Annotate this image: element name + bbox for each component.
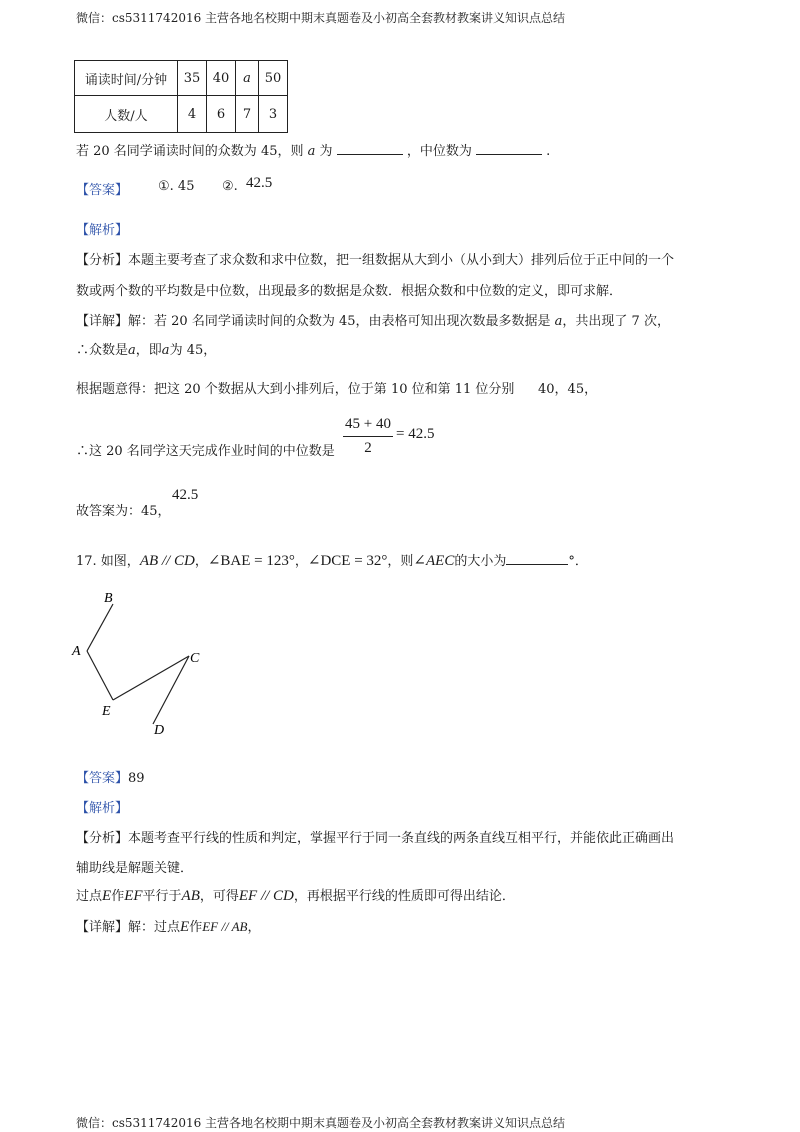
table-cell: 40 (207, 61, 236, 96)
table-cell: 6 (207, 96, 236, 133)
table-row (75, 96, 288, 133)
sort-line: 根据题意得：把这 20 个数据从大到小排列后，位于第 10 位和第 11 位分别 (76, 382, 515, 397)
fenxi-line-2: 辅助线是解题关键． (76, 861, 194, 876)
fenxi-line-1 (76, 827, 674, 846)
parallel-relation: EF // CD (238, 888, 294, 904)
variable-a: a (128, 343, 136, 358)
xiangjie-line (76, 916, 261, 936)
given-angle-dce: ∠DCE = 32° (307, 553, 388, 569)
point-label-d: D (154, 723, 165, 738)
point-label-e: E (102, 704, 111, 719)
given-angle-bae: ∠BAE = 123° (207, 553, 295, 569)
stem-text: 的大小为 (454, 554, 507, 569)
xiangjie-line-1 (76, 310, 670, 329)
question-number: 17. 如图， (76, 554, 140, 569)
sort-values: 40，45， (538, 382, 598, 397)
stem-text: ， (294, 554, 308, 569)
aux-text: 平行于 (142, 889, 182, 904)
answer-blank (506, 564, 568, 565)
table-cell: 4 (178, 96, 207, 133)
aux-text: 作 (111, 889, 125, 904)
fenxi-line-2: 数或两个数的平均数是中位数，出现最多的数据是众数．根据众数和中位数的定义，即可求解． (76, 284, 623, 299)
stem-text: . (546, 144, 551, 159)
table-cell: a (236, 61, 259, 96)
point-label-b: B (104, 591, 113, 606)
answer-value: 89 (128, 771, 145, 786)
aux-line (76, 885, 515, 905)
math-text: 为 45， (169, 343, 217, 358)
answer-tag: 【答案】 (76, 771, 129, 786)
fraction-denominator: 2 (364, 440, 372, 456)
stem-text: ， (194, 554, 208, 569)
xiangjie-text: 作 (189, 920, 203, 935)
analysis-tag: 【解析】 (76, 223, 129, 238)
aux-text: 过点 (76, 889, 103, 904)
table-cell: 3 (259, 96, 288, 133)
xiangjie-tag: 【详解】 (76, 920, 129, 935)
page-header: 微信：cs5311742016 主营各地名校期中期末真题卷及小初高全套教材教案讲义知识点总结 (76, 11, 566, 25)
answer-2-label: ②. (222, 179, 238, 194)
answer-blank (337, 154, 403, 155)
question-17-stem (76, 550, 588, 570)
line-ef: EF (124, 888, 143, 904)
table-cell: 人数/人 (75, 96, 178, 133)
page-footer: 微信：cs5311742016 主营各地名校期中期末真题卷及小初高全套教材教案讲义知识点总结 (76, 1116, 566, 1130)
asked-angle: ∠AEC (413, 553, 455, 569)
fenxi-text: 本题考查平行线的性质和判定，掌握平行于同一条直线的两条直线互相平行，并能依此正确画出 (128, 831, 675, 846)
math-text: ，即 (135, 343, 162, 358)
fraction-numerator: 45 + 40 (345, 416, 391, 432)
fenxi-text: 本题主要考查了求众数和求中位数，把一组数据从大到小（从小到大）排列后位于正中间的一个 (128, 253, 675, 268)
fenxi-tag: 【分析】 (76, 831, 129, 846)
xiangjie-text: ，共出现了 7 次， (562, 314, 670, 329)
xiangjie-tag: 【详解】 (76, 314, 129, 329)
variable-a: a (161, 343, 170, 358)
data-table (74, 60, 288, 133)
answer-blank (476, 154, 542, 155)
answer-line (76, 767, 145, 786)
xiangjie-text: ， (247, 920, 261, 935)
variable-a: a (554, 314, 563, 329)
question-16-stem (76, 140, 550, 159)
segment-ae (87, 651, 113, 700)
answer-2-value: 42.5 (246, 175, 273, 191)
fenxi-tag: 【分析】 (76, 253, 129, 268)
table-cell: 50 (259, 61, 288, 96)
segment-ab (87, 604, 113, 651)
fraction-result: = 42.5 (396, 426, 435, 442)
final-answer-value: 42.5 (172, 487, 199, 503)
answer-tag: 【答案】 (76, 183, 129, 198)
line-ab: AB (181, 888, 200, 904)
point-e: E (102, 888, 112, 904)
stem-text: 若 20 名同学诵读时间的众数为 45，则 (76, 144, 304, 159)
given-parallel: AB // CD (139, 553, 195, 569)
stem-text: ，则 (387, 554, 414, 569)
aux-text: ，再根据平行线的性质即可得出结论． (293, 889, 515, 904)
parallel-relation: EF // AB (202, 919, 248, 934)
xiangjie-text: 解：若 20 名同学诵读时间的众数为 45，由表格可知出现次数最多数据是 (128, 314, 551, 329)
stem-text: °． (568, 554, 588, 569)
mode-line (76, 339, 216, 358)
answer-1: ①. 45 (158, 179, 195, 194)
final-answer-line: 故答案为：45， (76, 504, 171, 519)
table-cell: 35 (178, 61, 207, 96)
point-label-c: C (190, 651, 200, 666)
fraction-bar (343, 436, 393, 437)
fenxi-line-1 (76, 249, 674, 268)
stem-text: 为 (319, 144, 333, 159)
point-label-a: A (72, 644, 81, 659)
table-cell: 诵读时间/分钟 (75, 61, 178, 96)
xiangjie-text: 解：过点 (128, 920, 181, 935)
point-e: E (180, 919, 190, 935)
geometry-figure (66, 582, 216, 742)
table-cell: 7 (236, 96, 259, 133)
math-text: ∴众数是 (76, 343, 129, 358)
table-row (75, 61, 288, 96)
stem-text: ，中位数为 (406, 144, 472, 159)
aux-text: ，可得 (199, 889, 239, 904)
median-line: ∴这 20 名同学这天完成作业时间的中位数是 (76, 444, 335, 459)
variable-a: a (307, 144, 316, 159)
analysis-tag: 【解析】 (76, 801, 129, 816)
